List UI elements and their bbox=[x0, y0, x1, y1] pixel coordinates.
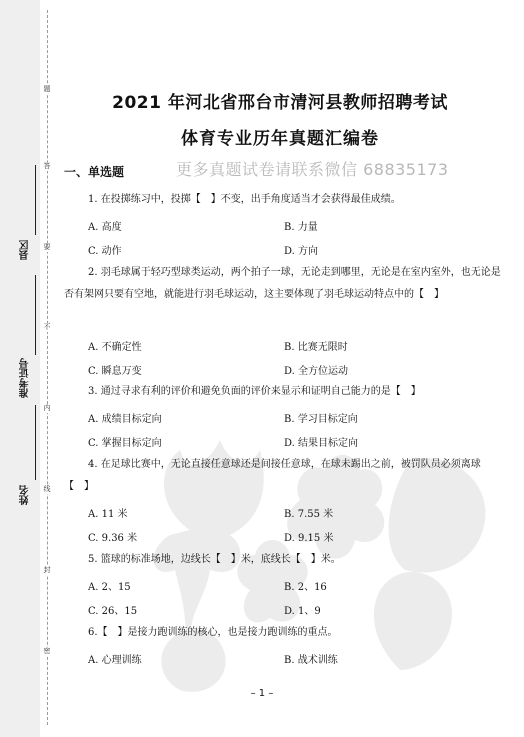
seal-char: 线 bbox=[40, 485, 54, 494]
q1-option-b: B. 力量 bbox=[284, 222, 318, 233]
q5-option-c: C. 26、15 bbox=[88, 606, 138, 617]
seal-char: 答 bbox=[40, 162, 54, 171]
q4-option-a: A. 11 米 bbox=[88, 509, 128, 520]
q3-option-d: D. 结果目标定向 bbox=[284, 438, 359, 449]
page-number: – 1 – bbox=[250, 688, 274, 699]
q1-option-d: D. 方向 bbox=[284, 246, 319, 257]
seal-char: 要 bbox=[40, 243, 54, 252]
seal-char: 封 bbox=[40, 566, 54, 575]
q6-option-b: B. 战术训练 bbox=[284, 655, 338, 666]
county-field-line bbox=[35, 165, 36, 235]
q3-option-c: C. 掌握目标定向 bbox=[88, 438, 162, 449]
section-heading: 一、单选题 bbox=[64, 165, 125, 179]
q2-option-a: A. 不确定性 bbox=[88, 342, 142, 353]
seal-char: 密 bbox=[40, 647, 54, 656]
county-label: 县区 bbox=[20, 240, 31, 260]
question-6-stem: 6.【 】是接力跑训练的核心，也是接力跑训练的重点。 bbox=[88, 627, 338, 638]
question-4-stem: 4. 在足球比赛中，无论直接任意球还是间接任意球，在球未踢出之前，被罚队员必须离球【 】 bbox=[64, 459, 481, 492]
exam-subtitle: 体育专业历年真题汇编卷 bbox=[181, 129, 379, 149]
seal-char: 不 bbox=[40, 323, 54, 332]
exam-title: 2021 年河北省邢台市清河县教师招聘考试 bbox=[112, 93, 448, 113]
question-1-stem: 1. 在投掷练习中，投掷【 】不变，出手角度适当才会获得最佳成绩。 bbox=[88, 194, 401, 205]
question-3-stem: 3. 通过寻求有利的评价和避免负面的评价来显示和证明自己能力的是【 】 bbox=[88, 386, 421, 397]
q1-option-a: A. 高度 bbox=[88, 222, 122, 233]
q5-option-b: B. 2、16 bbox=[284, 582, 327, 593]
q2-option-c: C. 瞬息万变 bbox=[88, 366, 142, 377]
name-label: 姓名 bbox=[20, 485, 31, 505]
contact-watermark: 更多真题试卷请联系微信 68835173 bbox=[176, 160, 449, 179]
seal-char: 内 bbox=[40, 404, 54, 413]
q4-option-d: D. 9.15 米 bbox=[284, 533, 334, 544]
exam-id-label: 准考证号 bbox=[20, 358, 31, 398]
name-field-line bbox=[35, 405, 36, 480]
exam-id-field-line bbox=[35, 275, 36, 355]
q5-option-a: A. 2、15 bbox=[88, 582, 131, 593]
q6-option-a: A. 心理训练 bbox=[88, 655, 142, 666]
q4-option-c: C. 9.36 米 bbox=[88, 533, 138, 544]
q2-option-d: D. 全方位运动 bbox=[284, 366, 349, 377]
q3-option-a: A. 成绩目标定向 bbox=[88, 414, 162, 425]
seal-char: 题 bbox=[40, 85, 54, 94]
q3-option-b: B. 学习目标定向 bbox=[284, 414, 358, 425]
seal-line bbox=[47, 10, 48, 725]
q1-option-c: C. 动作 bbox=[88, 246, 122, 257]
question-5-stem: 5. 篮球的标准场地，边线长【 】米，底线长【 】米。 bbox=[88, 554, 341, 565]
question-2-stem: 2. 羽毛球属于轻巧型球类运动，两个拍子一球，无论走到哪里，无论是在室内室外，也无论是否有架网只要有空地，就能进行羽毛球运动，这主要体现了羽毛球运动特点中的【 】 bbox=[64, 267, 501, 300]
q2-option-b: B. 比赛无限时 bbox=[284, 342, 348, 353]
q5-option-d: D. 1、9 bbox=[284, 606, 321, 617]
q4-option-b: B. 7.55 米 bbox=[284, 509, 334, 520]
